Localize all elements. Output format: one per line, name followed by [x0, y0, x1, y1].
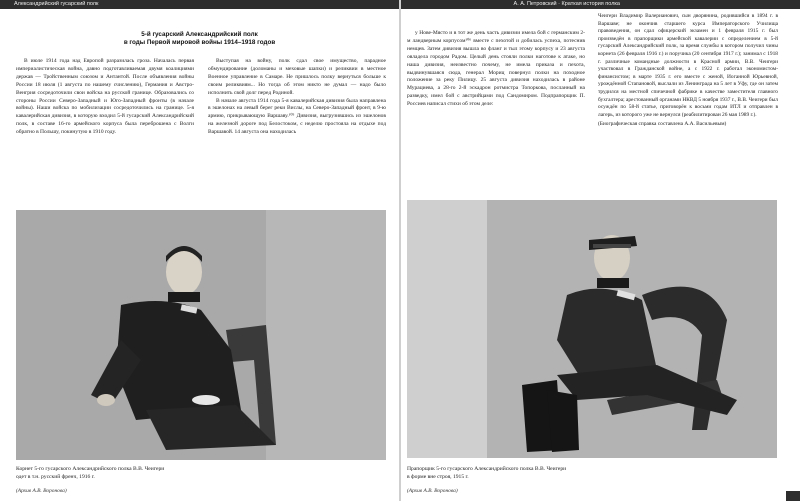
running-head: Александрийский гусарский полк [0, 0, 399, 9]
portrait-photo [16, 210, 386, 460]
portrait-photo [407, 200, 777, 458]
running-head: А. А. Петровский · Краткая история полка [401, 0, 800, 9]
paragraph: В начале августа 1914 года 5-я кавалерийская дивизия была направлена в эшелонах на левый берег реки Вислы, на Северо-Западный фронт, в 9-ю армию, прикрывающую Варшаву.¹⁰⁵ Дивизия, выгрузившись из эшелонов на железной дороге под Белостоком, с неделю простояла на отдыхе под Варшавой. 14 августа она находилась [208, 97, 386, 136]
paragraph: у Нове-Място и в тот же день часть дивизии имела бой с германским 2-м ландверным корпусом¹⁰⁶ вместе с пехотой и добилась успеха, потеснив немцев. Затем дивизия вышла во фланг и тыл этому корпусу и 23 августа овладела городом Радом. Целый день стояли полки наготове к атаке, но наша дивизия, неизвестно почему, не имела приказа и пехота, выдвинувшаяся сюда, генерал Мориц повернул полки на походное положение за реку Пилицу. 25 августа дивизия находилась в районе Мурациева, а 28-го 2-й эскадрон ротмистра Топоркова, посланный на разведку, имел бой с австрийцами под Сандомиром. Подпрапорщик П. Россиев написал стихи об этом деле: [407, 30, 585, 108]
text-column-2 [208, 58, 386, 137]
caption-line-1: Прапорщик 5-го гусарского Александрийского полка В.В. Чеигери [407, 466, 567, 472]
title-line-1: 5-й гусарский Александрийский полк [141, 31, 258, 38]
caption-line-1: Корнет 5-го гусарского Александрийского полка В.В. Чеигери [16, 466, 165, 472]
text-columns [16, 58, 386, 137]
photo-caption [16, 466, 346, 481]
seated-officer-illustration [407, 200, 777, 458]
paragraph: Выступая на войну, полк сдал свое имущество, парадное обмундирование (доломаны и меховые шапки) и реликвии в местное Военное управление в Самаре. Не пришлось полку вернуться больше к своим реликвиям... Но тогда об этом никто не думал — надо было исполнить свой долг перед Родиной. [208, 58, 386, 96]
text-column-1 [16, 58, 194, 137]
bio-text: Чеигери Владимир Валерианович, сын дворянина, родившийся в 1894 г. в Варшаве; не окончив старшего курса Императорского Училища правоведения, он сдал офицерский экзамен и 1 февраля 1915 г. был произведён в прапорщики армейской кавалерии с определением в 5-й гусарский Александрийский полк, за время службы в котором получил чины корнета (26 февраля 1916 г.) и поручика (20 сентября 1917 г.); занимал с 1918 г. различные командные должности в Красной армии, В.В. Чеигери участвовал в Гражданской войне, а с 1922 г. работал экономистом-финансистом; в марте 1935 г. его вместе с женой, Иоганной Юрьевной, урождённой Стапановой, выслали из Ленинграда на 5 лет в Уфу, где он затем трудился на местной спичечной фабрике в качестве заместителя главного бухгалтера; арестованный органами НКВД 5 ноября 1937 г., В.В. Чеигери был осуждён по 58-й статье, приговорён к восьми годам ИТЛ и отправлен в лагерь, из которого уже не вернулся (реабилитирован 26 мая 1989 г.). [598, 13, 778, 118]
caption-line-2: одет в т.н. русский френч, 1916 г. [16, 473, 95, 480]
chapter-title [0, 31, 399, 47]
left-page [0, 0, 399, 501]
title-line-2: в годы Первой мировой войны 1914–1918 годов [123, 39, 276, 46]
bio-credit: (Биографическая справка составлена А.А. Васильевым) [598, 121, 727, 128]
biographical-note [598, 13, 778, 129]
paragraph: В июле 1914 года над Европой разразилась гроза. Началась первая империалистическая война, давно подготавливаемая двумя коалициями держав — Тройственным союзом и Антантой. После объявления войны России 18 июля (1 августа по нашему счислению), Германия и Австро-Венгрия сосредоточили свои войска на русской границе. Образовались со стороны России Северо-Западный и Юго-Западный фронты (в начале войны). Наши войска по мобилизации сосредоточились на границе. 5-я кавалерийская дивизия, в которую входил 5-й гусарский Александрийский полк, в составе 16-го армейского корпуса была переброшена с Волги обратно в Польшу, покинутую в 1910 году. [16, 58, 194, 136]
caption-line-2: в форме вне строя, 1915 г. [407, 473, 469, 480]
photo-caption [407, 466, 757, 481]
page-number-tab [786, 491, 800, 501]
photo-source: (Архив А.В. Воронова) [407, 488, 458, 494]
text-column-1 [407, 30, 585, 109]
right-page [401, 0, 800, 501]
seated-officer-illustration [16, 210, 386, 460]
photo-source: (Архив А.В. Воронова) [16, 488, 67, 494]
